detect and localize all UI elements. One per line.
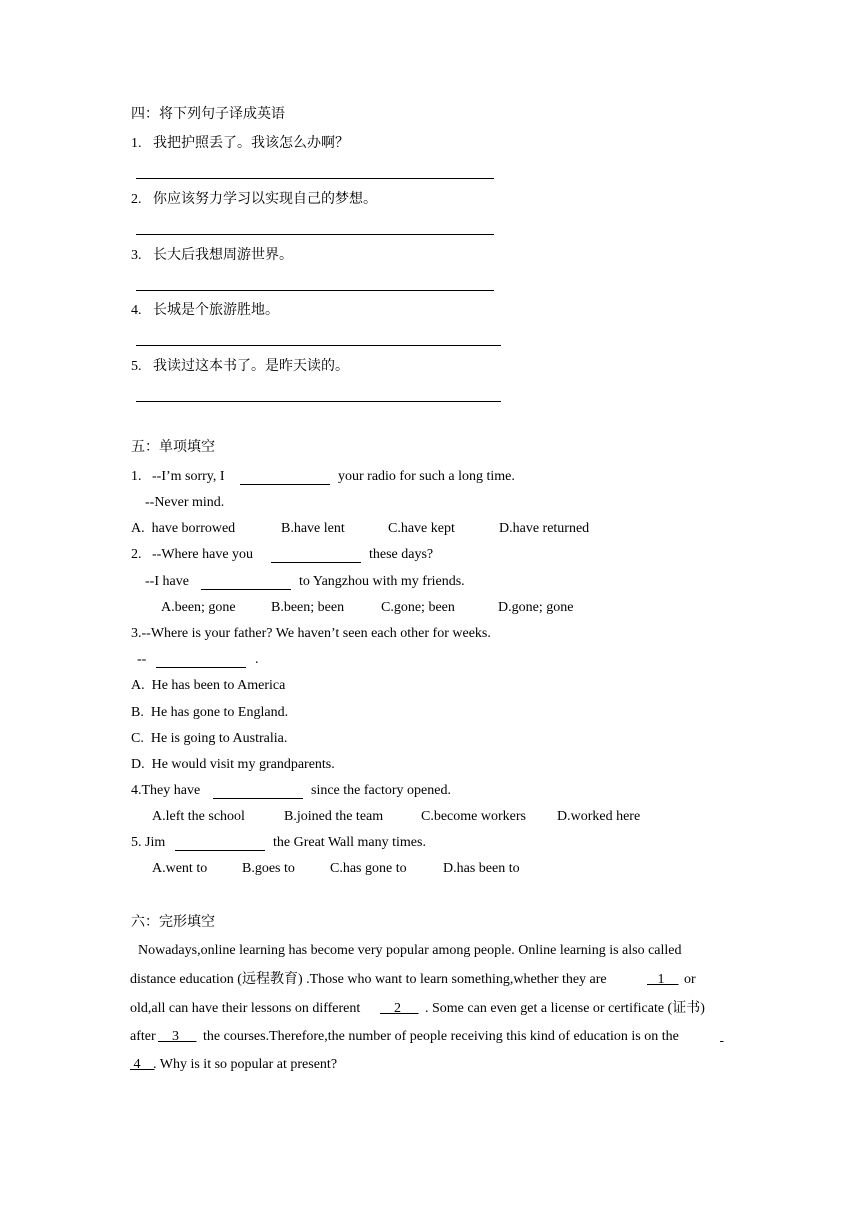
q4-option-a: A.left the school bbox=[152, 809, 245, 824]
q3-response-dash: -- bbox=[137, 652, 147, 667]
q2-option-a: A.been; gone bbox=[161, 600, 236, 615]
q1-option-b: B.have lent bbox=[281, 521, 345, 536]
q5-option-b: B.goes to bbox=[242, 861, 295, 876]
cloze-blank-2: 2 bbox=[380, 1001, 419, 1016]
cloze-line-5: . Why is it so popular at present? bbox=[153, 1057, 338, 1072]
q3-option-b: B. He has gone to England. bbox=[131, 705, 289, 720]
answer-line-5 bbox=[136, 401, 501, 402]
q2-response-start: --I have bbox=[145, 574, 189, 589]
q3-option-d: D. He would visit my grandparents. bbox=[131, 757, 335, 772]
q1-prompt-end: your radio for such a long time. bbox=[338, 469, 515, 484]
translation-item-2-number: 2. bbox=[131, 192, 142, 207]
q3-response-period: . bbox=[255, 652, 259, 667]
answer-line-1 bbox=[136, 178, 494, 179]
cloze-line-3-end: . Some can even get a license or certificate (证书) bbox=[425, 1001, 705, 1016]
q4-option-b: B.joined the team bbox=[284, 809, 384, 824]
cloze-blank-1: 1 bbox=[647, 972, 679, 987]
q2-blank-1 bbox=[271, 562, 361, 563]
q1-response: --Never mind. bbox=[145, 495, 225, 510]
q4-prompt-end: since the factory opened. bbox=[311, 783, 451, 798]
section-4-heading: 四：将下列句子译成英语 bbox=[131, 107, 285, 122]
q5-prompt-start: 5. Jim bbox=[131, 835, 166, 850]
q5-prompt-end: the Great Wall many times. bbox=[273, 835, 426, 850]
q2-option-d: D.gone; gone bbox=[498, 600, 574, 615]
q1-option-a: A. have borrowed bbox=[131, 521, 236, 536]
cloze-blank-4: 4 bbox=[130, 1057, 155, 1072]
q3-prompt: 3.--Where is your father? We haven’t seen each other for weeks. bbox=[131, 626, 491, 641]
q5-option-d: D.has been to bbox=[443, 861, 520, 876]
translation-item-4-number: 4. bbox=[131, 303, 142, 318]
q5-blank bbox=[175, 850, 265, 851]
q2-blank-2 bbox=[201, 589, 291, 590]
q2-prompt-end: these days? bbox=[369, 547, 434, 562]
q2-prompt-start: 2. --Where have you bbox=[131, 547, 254, 562]
q1-blank bbox=[240, 484, 330, 485]
q1-option-d: D.have returned bbox=[499, 521, 590, 536]
q4-option-d: D.worked here bbox=[557, 809, 641, 824]
translation-item-5-text: 我读过这本书了。是昨天读的。 bbox=[153, 359, 349, 374]
q3-blank bbox=[156, 667, 246, 668]
cloze-line-2-start: distance education (远程教育) .Those who want to learn something,whether they are bbox=[130, 972, 607, 987]
q4-prompt-start: 4.They have bbox=[131, 783, 201, 798]
q3-option-c: C. He is going to Australia. bbox=[131, 731, 288, 746]
q2-option-c: C.gone; been bbox=[381, 600, 455, 615]
q5-option-c: C.has gone to bbox=[330, 861, 407, 876]
q5-option-a: A.went to bbox=[152, 861, 208, 876]
cloze-line-4-start: after bbox=[130, 1029, 156, 1044]
q1-option-c: C.have kept bbox=[388, 521, 455, 536]
answer-line-3 bbox=[136, 290, 494, 291]
q1-prompt-start: 1. --I’m sorry, I bbox=[131, 469, 225, 484]
translation-item-2-text: 你应该努力学习以实现自己的梦想。 bbox=[153, 192, 377, 207]
answer-line-4 bbox=[136, 345, 501, 346]
cloze-line-4-end: the courses.Therefore,the number of people receiving this kind of education is on the bbox=[203, 1029, 679, 1044]
translation-item-3-number: 3. bbox=[131, 248, 142, 263]
translation-item-3-text: 长大后我想周游世界。 bbox=[153, 248, 293, 263]
cloze-line-2-end: or bbox=[684, 972, 696, 987]
cloze-line-3-start: old,all can have their lessons on different bbox=[130, 1001, 361, 1016]
translation-item-5-number: 5. bbox=[131, 359, 142, 374]
q2-response-end: to Yangzhou with my friends. bbox=[299, 574, 465, 589]
translation-item-1-text: 我把护照丢了。我该怎么办啊？ bbox=[153, 136, 349, 151]
answer-line-2 bbox=[136, 234, 494, 235]
translation-item-4-text: 长城是个旅游胜地。 bbox=[153, 303, 279, 318]
q4-blank bbox=[213, 798, 303, 799]
cloze-line-1: Nowadays,online learning has become very popular among people. Online learning is also called bbox=[138, 943, 682, 958]
translation-item-1-number: 1. bbox=[131, 136, 142, 151]
section-5-heading: 五：单项填空 bbox=[131, 440, 215, 455]
cloze-blank-4-lead bbox=[720, 1028, 724, 1046]
q4-option-c: C.become workers bbox=[421, 809, 526, 824]
q2-option-b: B.been; been bbox=[271, 600, 345, 615]
q3-option-a: A. He has been to America bbox=[131, 678, 286, 693]
cloze-blank-3: 3 bbox=[158, 1029, 197, 1044]
section-6-heading: 六：完形填空 bbox=[131, 915, 215, 930]
